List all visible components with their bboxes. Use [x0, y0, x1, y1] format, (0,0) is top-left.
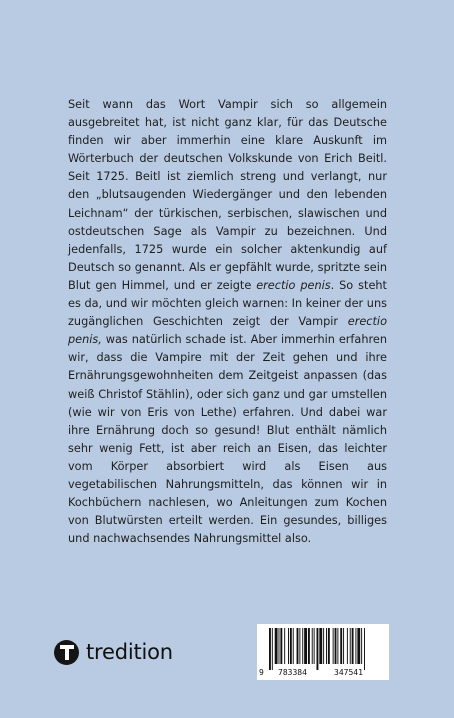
blurb-emphasis-2: erectio penis, — [68, 315, 387, 347]
barcode-bar — [350, 628, 351, 664]
barcode-bar — [269, 628, 271, 670]
barcode-bar — [340, 628, 342, 664]
blurb-segment-2: . So steht es da, und wir möchten gleich warnen: In keiner der uns zugänglichen Geschichten zeigt der Vampir — [68, 278, 387, 329]
barcode-bar — [317, 628, 319, 670]
publisher-name: tredition — [86, 640, 173, 664]
publisher-logo — [54, 638, 173, 666]
barcode-bar — [343, 628, 344, 664]
blurb-paragraph — [68, 96, 387, 548]
barcode-bar — [323, 628, 324, 664]
barcode-bar — [293, 628, 294, 664]
isbn-barcode — [257, 624, 389, 680]
blurb-text — [68, 96, 387, 548]
barcode-group-2: 347541 — [334, 668, 363, 677]
tredition-mark-icon — [60, 645, 74, 660]
barcode-bar — [299, 628, 300, 664]
barcode-bar — [352, 628, 354, 664]
barcode-bar — [357, 628, 360, 664]
barcode-bar — [288, 628, 289, 664]
barcode-bar — [290, 628, 292, 664]
barcode-bar — [326, 628, 327, 664]
tredition-logo-icon — [54, 640, 79, 665]
barcode-group-1: 783384 — [278, 668, 307, 677]
barcode-bar — [355, 628, 356, 664]
blurb-segment-1: Seit wann das Wort Vampir sich so allgemein ausgebreitet hat, ist nicht ganz klar, für das Deutsche finden wir aber immerhin eine klare Auskunft im Wörterbuch der deutschen Volkskunde von Erich Beitl. Seit 1725. Beitl ist ziemlich streng und verlangt, nur den „blutsaugenden Wiedergänger und den lebenden Leichnam“ der türkischen, serbischen, slawischen und ostdeutschen Sage als Vampir zu bezeichnen. Und jedenfalls, 1725 wurde ein solcher aktenkundig auf Deutsch so genannt. Als er gepfählt wurde, spritzte sein Blut gen Himmel, und er zeigte — [68, 98, 387, 292]
barcode-bar — [328, 628, 330, 664]
barcode-bar — [279, 628, 280, 664]
barcode-digits — [257, 667, 389, 679]
barcode-bar — [361, 628, 362, 664]
barcode-bar — [314, 628, 315, 664]
barcode-bar — [272, 628, 273, 670]
barcode-bar — [337, 628, 338, 664]
barcode-bar — [275, 628, 278, 664]
barcode-bar — [297, 628, 299, 664]
barcode-bar — [312, 628, 313, 664]
barcode-bar — [284, 628, 285, 664]
barcode-bar — [302, 628, 303, 664]
barcode-bar — [304, 628, 307, 664]
barcode-bar — [347, 628, 348, 664]
barcode-bar — [335, 628, 337, 664]
barcode-bar — [364, 628, 365, 670]
barcode-bar — [308, 628, 310, 664]
barcode-bars — [263, 628, 383, 670]
blurb-emphasis-1: erectio penis — [256, 278, 331, 292]
barcode-bar — [333, 628, 334, 664]
barcode-bar — [280, 628, 282, 664]
barcode-bar — [319, 628, 322, 664]
blurb-segment-3: was natürlich schade ist. Aber immerhin erfahren wir, dass die Vampire mit der Zeit gehen und ihre Ernährungsgewohnheiten dem Zeitgeist anpassen (das weiß Christof Stählin), oder sich ganz und gar umstellen (wie wir von Eris von Lethe) erfahren. Und dabei war ihre Ernährung doch so gesund! Blut enthält nämlich sehr wenig Fett, ist aber reich an Eisen, das leichter vom Körper absorbiert wird als Eisen aus vegetabilischen Nahrungsmitteln, das können wir in Kochbüchern nachlesen, wo Anleitungen zum Kochen von Blutwürsten erteilt werden. Ein gesundes, billiges und nachwachsendes Nahrungsmittel also. — [68, 333, 387, 546]
barcode-lead-digit: 9 — [259, 668, 264, 677]
